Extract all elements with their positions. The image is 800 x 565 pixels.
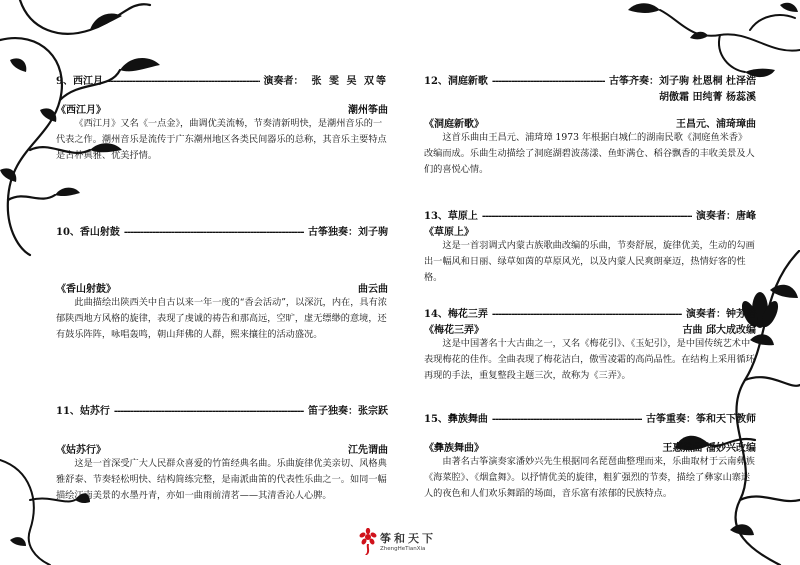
piece-title: 《彝族舞曲》 [424,443,484,454]
piece-title: 《梅花三弄》 [424,325,484,336]
performer: 刘子驹 [358,227,388,238]
program-item-13 [424,207,756,286]
piece-subheader [424,321,756,336]
piece-title: 《草原上》 [424,227,474,238]
piece-description: 由著名古筝演奏家潘妙兴先生根据同名琵琶曲整理而来，乐曲取材于云南彝族《海菜腔》、《烟盒舞》。以抒情优美的旋律，粗犷强烈的节奏，描绘了彝家山寨迷人的夜色和人们欢乐舞蹈的场面，音乐富有浓郁的民族特点。 [424,456,755,499]
performer: 刘子驹 杜恩桐 杜泽浩 [659,76,756,87]
program-item-15 [424,410,756,502]
piece-header [56,402,388,417]
composer: 曲云曲 [358,284,388,295]
piece-number-title: 11、姑苏行 [56,406,110,417]
piece-title: 《西江月》 [56,105,106,116]
piece-number-title: 14、梅花三弄 [424,309,488,320]
piece-title: 《姑苏行》 [56,445,106,456]
performer-label: 笛子独奏： [308,406,358,417]
piece-description: 这是一首羽调式内蒙古族歌曲改编的乐曲，节奏舒展，旋律优美，生动的勾画出一幅风和日丽、绿草如茵的草原风光，以及内蒙人民爽朗豪迈，热情好客的性格。 [424,240,755,283]
performer-label: 演奏者： [686,309,726,320]
piece-subheader [56,101,388,116]
piece-header [424,72,756,87]
dash-leader [492,76,605,87]
dash-leader [482,211,692,222]
floral-ornament-bottom-right [650,250,800,565]
piece-header [424,207,756,222]
performer: 唐峰 [736,211,756,222]
composer: 古曲 邱大成改编 [682,325,756,336]
performer-label: 古筝独奏： [308,227,358,238]
performer-label: 演奏者： [263,76,304,87]
piece-number-title: 9、西江月 [56,76,103,87]
dash-leader [492,414,642,425]
brand-logo [358,528,458,560]
piece-header [56,72,388,87]
piece-description: 这是中国著名十大古曲之一，又名《梅花引》、《玉妃引》，是中国传统艺术中表现梅花的佳作。全曲表现了梅花洁白，傲雪凌霜的高尚品性。在结构上采用循环再现的手法，重复整段主题三次，故称为《三弄》。 [424,338,755,381]
program-item-9 [56,72,388,164]
piece-description: 这是一首深受广大人民群众喜爱的竹笛经典名曲。乐曲旋律优美亲切、风格典雅舒泰、节奏轻松明快、结构简练完整，是南派曲笛的代表性乐曲之一。如同一幅描绘江南美景的水墨丹青，亦如一曲雨前清茗——其清香沁人心脾。 [56,458,387,501]
composer: 潮州筝曲 [348,105,388,116]
dash-leader [107,76,260,87]
flower-logo-icon [358,528,378,556]
piece-number-title: 15、彝族舞曲 [424,414,488,425]
piece-description: 《西江月》又名《一点金》，曲调优美流畅，节奏清新明快，是潮州音乐的一代表之作。潮州音乐是流传于广东潮州地区各类民间器乐的总称，其音乐主要特点是古朴典雅、优美抒情。 [56,118,387,161]
piece-subheader [424,223,756,238]
performer: 筝和天下教师 [696,414,756,425]
dash-leader [492,309,682,320]
composer: 江先谓曲 [348,445,388,456]
piece-header [424,410,756,425]
piece-subheader [56,441,388,456]
program-item-12 [424,72,756,178]
piece-header [424,305,756,320]
piece-description: 这首乐曲由王昌元、浦琦璋 1973 年根据白城仁的湖南民歌《洞庭鱼米香》改编而成。乐曲生动描绘了洞庭湖碧波荡漾、鱼虾满仓、稻谷飘香的丰收美景及人们的喜悦心情。 [424,132,755,175]
piece-number-title: 10、香山射鼓 [56,227,120,238]
piece-subheader [424,439,756,454]
performer: 张宗跃 [358,406,388,417]
composer: 王昌元、浦琦璋曲 [676,119,756,130]
piece-title: 《洞庭新歌》 [424,119,484,130]
performer-second-line [424,88,756,103]
piece-header [56,223,388,238]
program-item-11 [56,402,388,504]
logo-text: 筝和天下 [380,532,436,545]
dash-leader [114,406,304,417]
piece-subheader [56,280,388,295]
program-item-14 [424,305,756,384]
performer: 张 雯 吴 双等 [311,76,388,87]
piece-description: 此曲描绘出陕西关中自古以来一年一度的“香会活动”，以深沉，内在，具有浓郁陕西地方风格的旋律，表现了虔诚的祷告和那高远，空旷，虚无缥缈的意境，还有鼓乐阵阵，咏唱轰鸣，朝山拜佛的人群，熙来攘往的活动盛况。 [56,297,387,340]
performer-label: 古筝齐奏： [609,76,660,87]
performer-label: 演奏者： [696,211,736,222]
logo-subtext: ZhengHeTianXia [380,546,426,552]
performer-2: 胡傲霜 田纯菁 杨蕊溪 [659,92,756,103]
piece-subheader [424,115,756,130]
performer: 钟芳洁 [726,309,756,320]
dash-leader [124,227,304,238]
program-item-10 [56,223,388,343]
piece-title: 《香山射鼓》 [56,284,116,295]
performer-label: 古筝重奏： [646,414,696,425]
piece-number-title: 13、草原上 [424,211,478,222]
piece-number-title: 12、洞庭新歌 [424,76,488,87]
composer: 王惠然曲 潘妙兴改编 [662,443,756,454]
